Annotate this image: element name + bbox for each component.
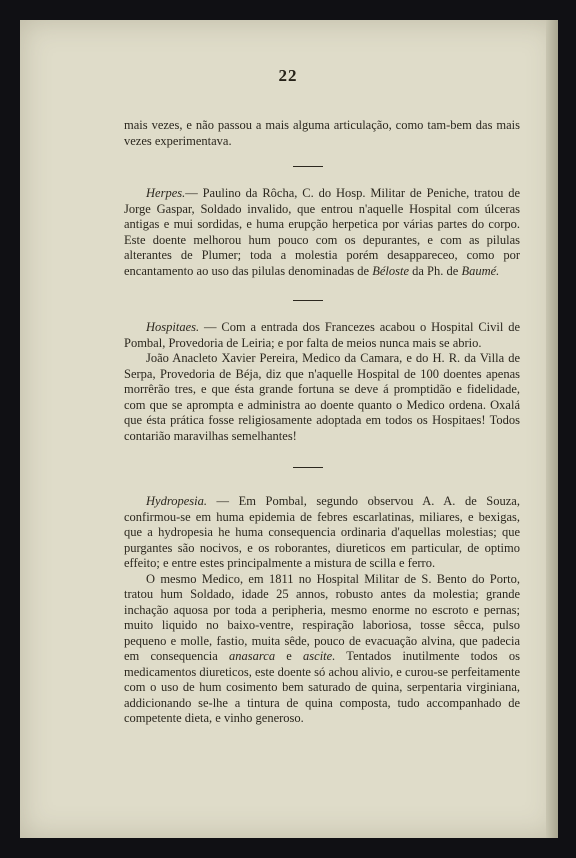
section-divider — [293, 467, 323, 468]
herpes-paragraph — [124, 186, 520, 279]
hospitaes-heading: Hospitaes. — [146, 320, 200, 334]
hospitaes-paragraph — [124, 320, 520, 351]
herpes-term-beloste: Béloste — [372, 263, 409, 278]
hydropesia-case-end: Tentados inutilmente todos os medicamentos diureticos, este doente só achou alivio, e curou-se perfeitamente com o uso de hum cosimento bem saturado de quina, serpentaria virginiana, addicionando se-lhe a tintura de quina composta, tudo accompanhado de competente dieta, e vinho generoso. — [124, 649, 520, 725]
hospitaes-body: — Com a entrada dos Francezes acabou o Hospital Civil de Pombal, Provedoria de Leiria; e por falta de meios nunca mais se abrio. — [124, 320, 520, 350]
hydropesia-term-ascite: ascite. — [303, 649, 336, 663]
intro-text: mais vezes, e não passou a mais alguma articulação, como tam-bem das mais vezes experimentava. — [124, 118, 520, 148]
herpes-after: da Ph. de — [409, 263, 462, 278]
hydropesia-body: — Em Pombal, segundo observou A. A. de Souza, confirmou-se em huma epidemia de febres escarlatinas, miliares, e bexigas, que a hydropesia he huma consequencia ordinaria d'aquellas molestias; que purgantes são nocivos, e os roborantes, diureticos em particular, de optimo effeito; e entre estes principalmente a mistura de scilla e ferro. — [124, 494, 520, 570]
herpes-term-baume: Baumé. — [461, 263, 500, 278]
section-divider — [293, 300, 323, 301]
herpes-body: — Paulino da Rôcha, C. do Hosp. Militar de Peniche, tratou de Jorge Gaspar, Soldado invalido, que entrou n'aquelle Hospital com úlceras antigas e mui sordidas, e huma erupção herpetica por várias partes do corpo. Este doente melhorou hum pouco com os depurantes, e com as pilulas alterantes de Plumer; toda a molestia porém desappareceo, como por encantamento ao uso das pilulas denominadas de — [124, 186, 520, 278]
hydropesia-section — [124, 494, 520, 727]
page-number: 22 — [278, 66, 298, 85]
hospitaes-section — [124, 320, 520, 444]
hydropesia-conj: e — [275, 649, 304, 663]
hydropesia-paragraph-2 — [124, 572, 520, 727]
intro-paragraph — [124, 118, 520, 149]
hydropesia-term-anasarca: anasarca — [229, 649, 276, 663]
herpes-heading: Herpes. — [146, 186, 186, 200]
hydropesia-case-start: O mesmo Medico, em 1811 no Hospital Militar de S. Bento do Porto, tratou hum Soldado, idade 25 annos, robusto antes da molestia; grande inchação aquosa por toda a peripheria, mesmo enorme no escroto e pernas; muito liquido no baixo-ventre, respiração laboriosa, tosse sêcca, pulso pequeno e molle, fastio, muita sêde, pouco de evacuação alvina, que padecia em consequencia — [124, 571, 520, 663]
section-divider — [293, 166, 323, 167]
herpes-section — [124, 186, 520, 279]
hydropesia-paragraph — [124, 494, 520, 572]
hospitaes-paragraph-2: João Anacleto Xavier Pereira, Medico da Camara, e do H. R. da Villa de Serpa, Provedoria de Béja, diz que n'aquelle Hospital de 100 doentes apenas morrêrão tres, e que ésta grande fortuna se deve á promptidão e fidelidade, com que se apromptа e administra ao doente quanto o Medico ordena. Oxalá que ésta prática fosse religiosamente adoptada em todos os Hospitaes! Todos contarião maravilhas semelhantes! — [124, 351, 520, 443]
hydropesia-heading: Hydropesia. — [146, 494, 207, 508]
page-binding-edge — [546, 20, 558, 838]
